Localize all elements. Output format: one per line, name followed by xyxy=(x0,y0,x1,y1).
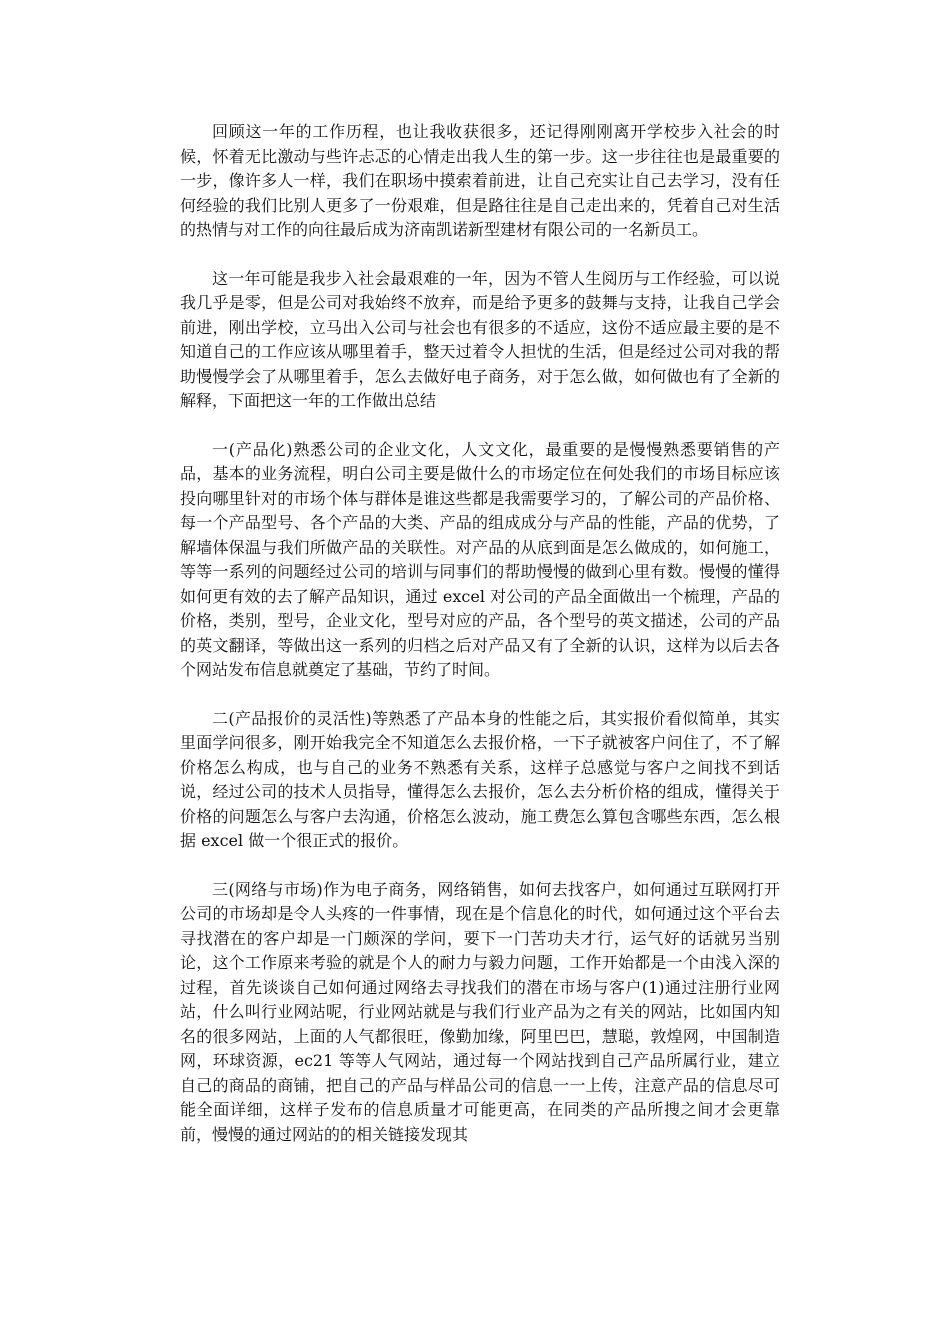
paragraph-pricing: 二(产品报价的灵活性)等熟悉了产品本身的性能之后，其实报价看似简单，其实里面学问很多，刚开始我完全不知道怎么去报价格，一下子就被客户问住了，不了解价格怎么构成，也与自己的业务不熟悉有关系，这样子总感觉与客户之间找不到话说，经过公司的技术人员指导，懂得怎么去报价，怎么去分析价格的组成，懂得关于价格的问题怎么与客户去沟通，价格怎么波动，施工费怎么算包含哪些东西，怎么根据 excel 做一个很正式的报价。 xyxy=(180,708,780,850)
document-body xyxy=(180,120,780,1171)
paragraph-hardest-year: 这一年可能是我步入社会最艰难的一年，因为不管人生阅历与工作经验，可以说我几乎是零，但是公司对我始终不放弃，而是给予更多的鼓舞与支持，让我自己学会前进，刚出学校，立马出入公司与社会也有很多的不适应，这份不适应最主要的是不知道自己的工作应该从哪里着手，整天过着令人担忧的生活，但是经过公司对我的帮助慢慢学会了从哪里着手，怎么去做好电子商务，对于怎么做，如何做也有了全新的解释，下面把这一年的工作做出总结 xyxy=(180,268,780,410)
paragraph-intro: 回顾这一年的工作历程，也让我收获很多，还记得刚刚离开学校步入社会的时候，怀着无比激动与些许忐忑的心情走出我人生的第一步。这一步往往也是最重要的一步，像许多人一样，我们在职场中摸索着前进，让自己充实让自己去学习，没有任何经验的我们比别人更多了一份艰难，但是路往往是自己走出来的，凭着自己对生活的热情与对工作的向往最后成为济南凯诺新型建材有限公司的一名新员工。 xyxy=(180,122,780,239)
paragraph-network-market: 三(网络与市场)作为电子商务，网络销售，如何去找客户，如何通过互联网打开公司的市场却是令人头疼的一件事情，现在是个信息化的时代，如何通过这个平台去寻找潜在的客户却是一门颇深的学问，要下一门苦功夫才行，运气好的话就另当别论，这个工作原来考验的就是个人的耐力与毅力问题，工作开始都是一个由浅入深的过程，首先谈谈自己如何通过网络去寻找我们的潜在市场与客户(1)通过注册行业网站，什么叫行业网站呢，行业网站就是与我们行业产品为之有关的网站，比如国内知名的很多网站，上面的人气都很旺，像勤加缘，阿里巴巴，慧聪，敦煌网，中国制造网，环球资源，ec21 等等人气网站，通过每一个网站找到自己产品所属行业，建立自己的商品的商铺，把自己的产品与样品公司的信息一一上传，注意产品的信息尽可能全面详细，这样子发布的信息质量才可能更高，在同类的产品所搜之间才会更靠前，慢慢的通过网站的的相关链接发现其 xyxy=(180,879,780,1144)
paragraph-product-knowledge: 一(产品化)熟悉公司的企业文化，人文文化，最重要的是慢慢熟悉要销售的产品，基本的业务流程，明白公司主要是做什么的市场定位在何处我们的市场目标应该投向哪里针对的市场个体与群体是谁这些都是我需要学习的，了解公司的产品价格、每一个产品型号、各个产品的大类、产品的组成成分与产品的性能，产品的优势，了解墙体保温与我们所做产品的关联性。对产品的从底到面是怎么做成的，如何施工，等等一系列的问题经过公司的培训与同事们的帮助慢慢的做到心里有数。慢慢的懂得如何更有效的去了解产品知识，通过 excel 对公司的产品全面做出一个梳理，产品的价格，类别，型号，企业文化，型号对应的产品，各个型号的英文描述，公司的产品的英文翻译，等做出这一系列的归档之后对产品又有了全新的认识，这样为以后去各个网站发布信息就奠定了基础，节约了时间。 xyxy=(180,439,780,679)
